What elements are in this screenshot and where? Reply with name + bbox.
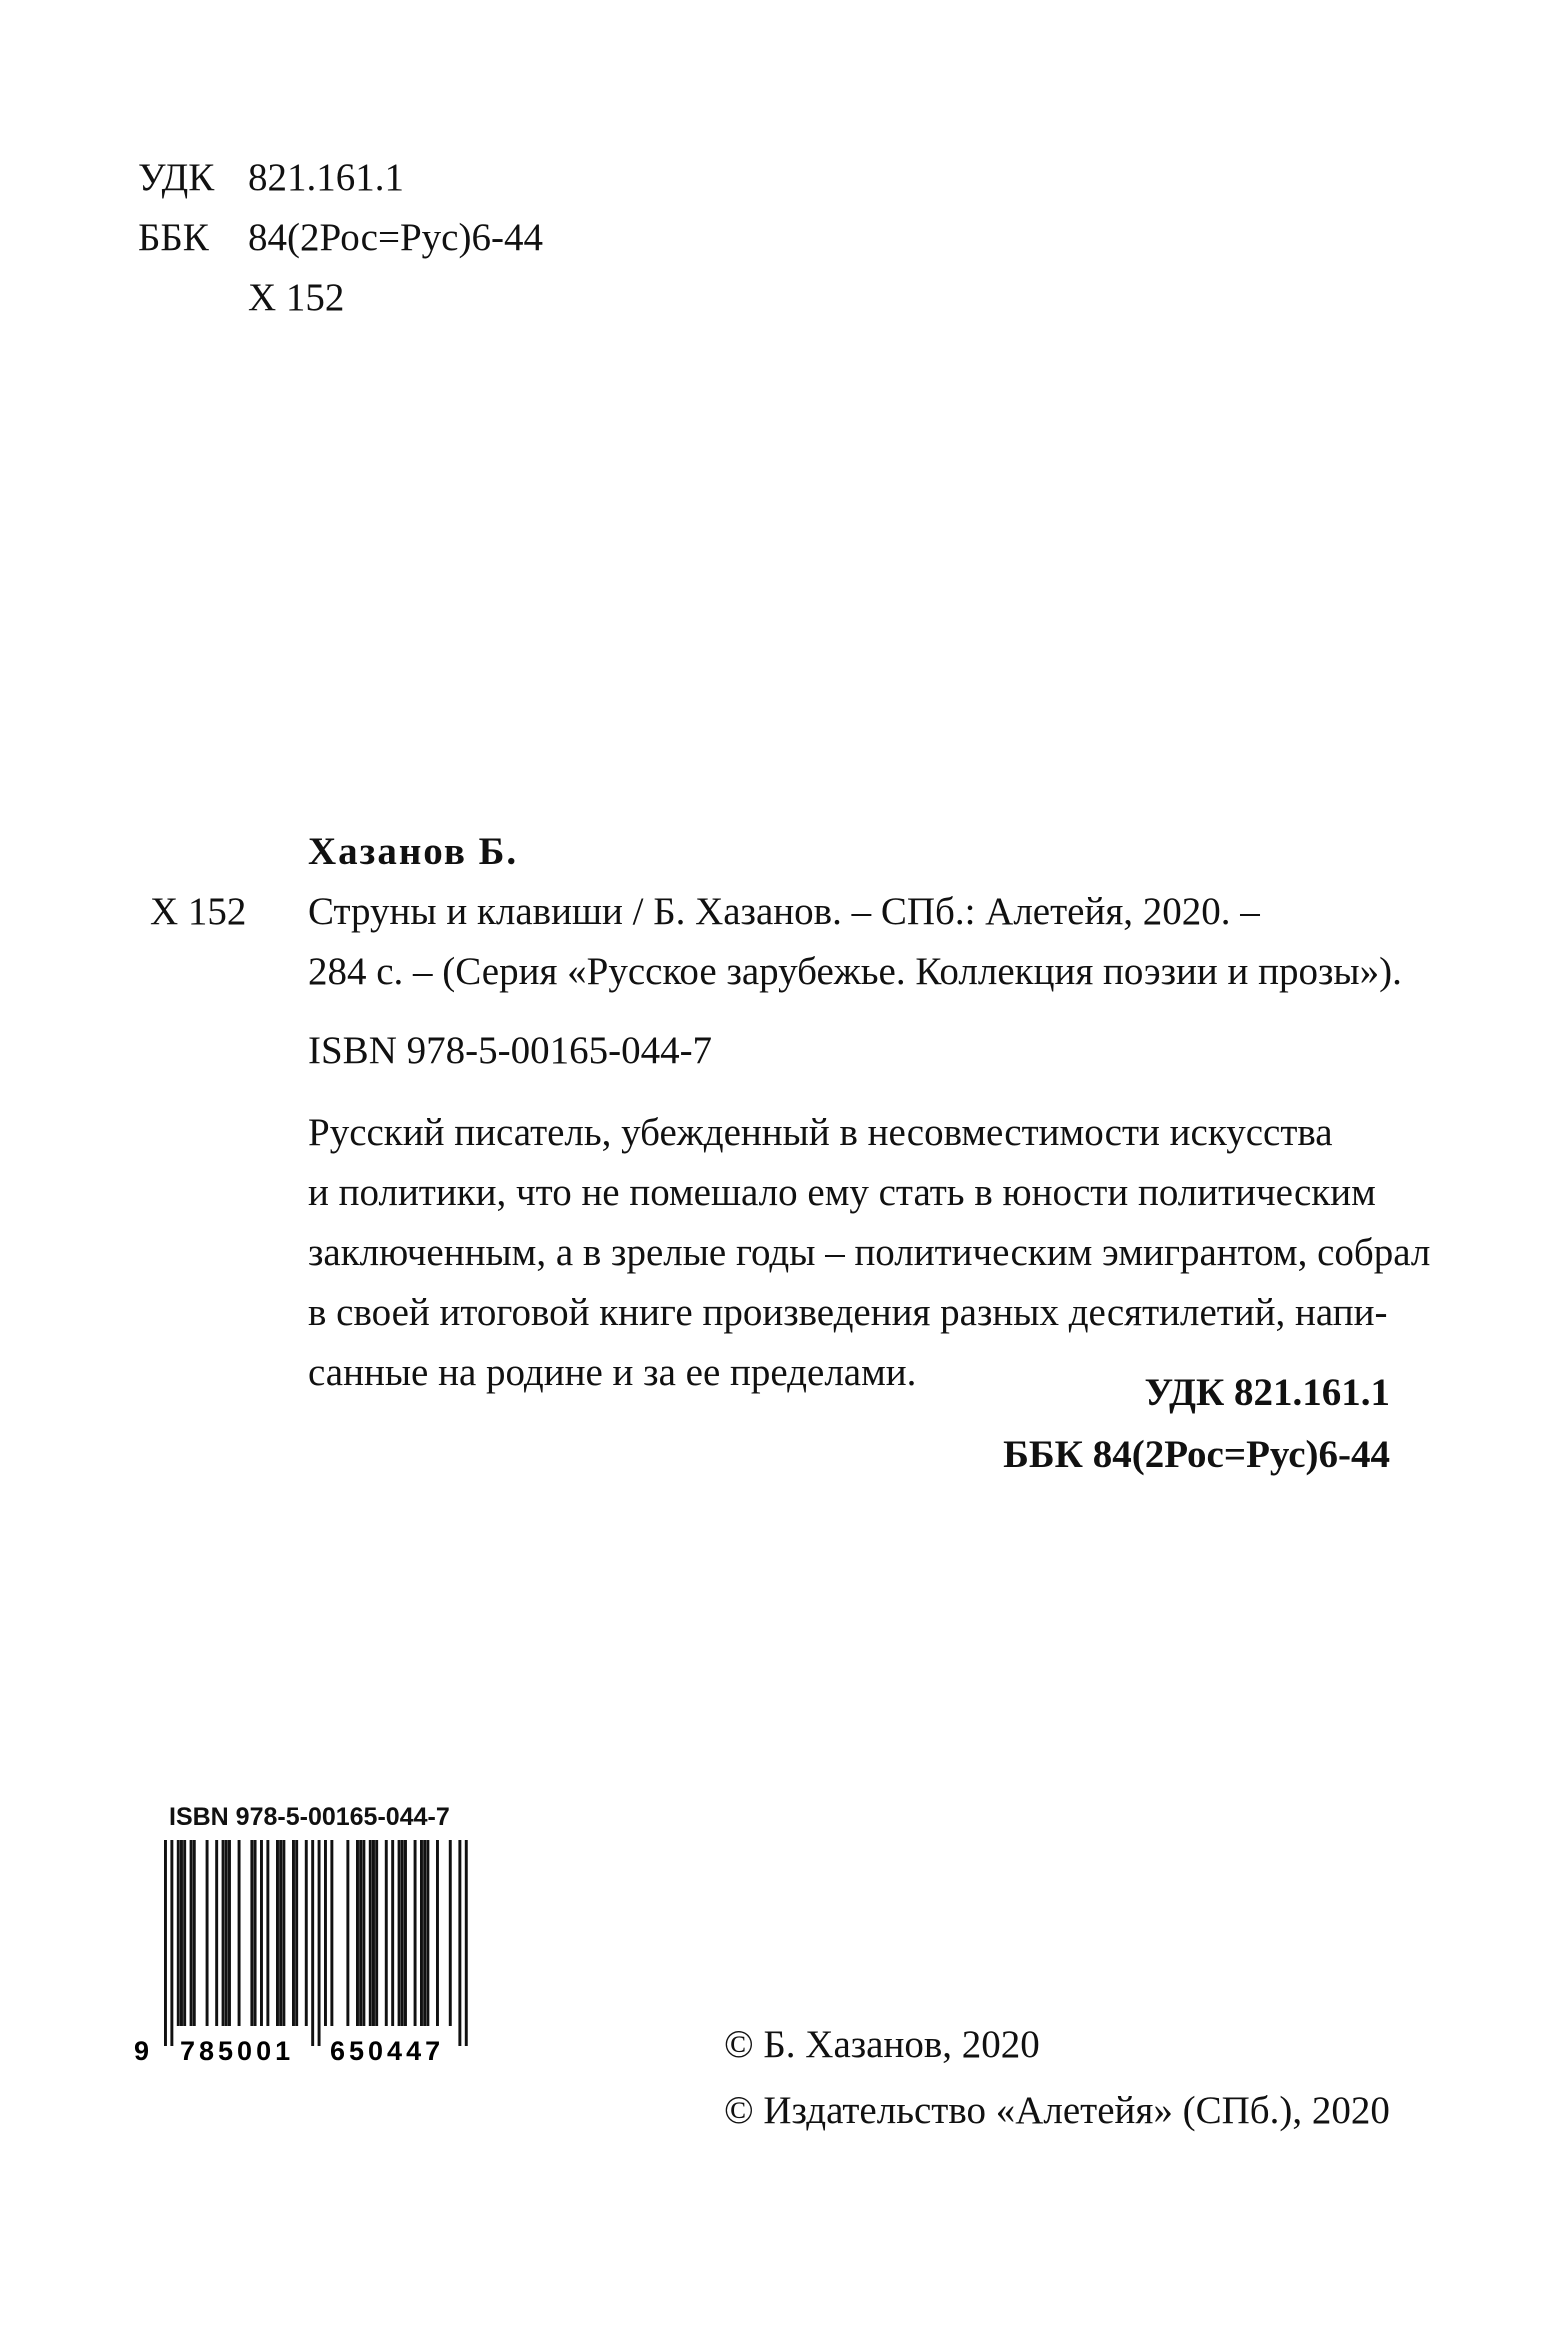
barcode-bar [356,1840,359,2026]
call-number-top: Х 152 [248,276,345,319]
barcode-bar [449,1840,452,2026]
annotation-line: и политики, что не помешало ему стать в юности политическим [308,1171,1376,1214]
udk-label: УДК [138,156,215,199]
barcode-bar [414,1840,417,2026]
barcode-bar [423,1840,426,2026]
classification-header [138,148,543,328]
author-heading: Хазанов Б. [308,830,519,873]
barcode-bar [369,1840,372,2026]
barcode-bar [177,1840,180,2026]
barcode-bar [385,1840,388,2026]
barcode-bar [401,1840,404,2026]
copyright-block [724,2012,1390,2144]
barcode-bar [225,1840,228,2026]
classification-footer [1003,1362,1390,1486]
author-call-number-top [138,268,543,328]
author-copyright: © Б. Хазанов, 2020 [724,2023,1040,2066]
barcode-bar [372,1840,375,2026]
barcode-bar [436,1840,439,2026]
barcode-bar [276,1840,279,2026]
barcode-bar [215,1840,218,2026]
bibliographic-line: 284 с. – (Серия «Русское зарубежье. Коллекция поэзии и прозы»). [308,950,1402,993]
annotation-line: санные на родине и за ее пределами. [308,1351,917,1394]
barcode-guard-bar [164,1840,167,2046]
udk-code: 821.161.1 [248,156,404,199]
call-number: Х 152 [150,890,247,933]
annotation-line: заключенным, а в зрелые годы – политическим эмигрантом, собрал [308,1231,1431,1274]
barcode-bar [183,1840,186,2026]
book-annotation [308,1103,1431,1403]
barcode-bars [164,1840,468,2046]
title-description [150,882,1402,1002]
barcode-bar [190,1840,193,2026]
barcode-bar [398,1840,401,2026]
barcode-isbn-label: ISBN 978-5-00165-044-7 [169,1803,450,1831]
barcode-guard-bar [465,1840,468,2046]
barcode-bar [375,1840,378,2026]
udk-bold-code: УДК 821.161.1 [1144,1371,1390,1414]
barcode-bar [206,1840,209,2026]
barcode-image [134,1836,506,2075]
barcode-guard-bar [318,1840,321,2046]
barcode-bar [420,1840,423,2026]
udk-row [138,148,543,208]
barcode-bar [295,1840,298,2026]
barcode-bar [266,1840,269,2026]
barcode-bar [391,1840,394,2026]
barcode-bar [324,1840,327,2026]
bbk-code: 84(2Рос=Рус)6-44 [248,216,543,259]
barcode-bar [250,1840,253,2026]
annotation-line: Русский писатель, убежденный в несовместимости искусства [308,1111,1333,1154]
bibliographic-record [150,822,1431,1403]
barcode-guard-bar [311,1840,314,2046]
bbk-row [138,208,543,268]
barcode-bar [362,1840,365,2026]
barcode-first-digit: 9 [134,2036,150,2066]
barcode-bar [228,1840,231,2026]
barcode-bar [305,1840,308,2026]
barcode-bar [346,1840,349,2026]
barcode-bar [180,1840,183,2026]
barcode-bar [260,1840,263,2026]
barcode-bar [404,1840,407,2026]
publisher-copyright: © Издательство «Алетейя» (СПб.), 2020 [724,2089,1390,2132]
barcode-bar [279,1840,282,2026]
barcode-left-digits: 785001 [180,2036,295,2066]
barcode-bar [426,1840,429,2026]
barcode-bar [193,1840,196,2026]
barcode-guard-bar [458,1840,461,2046]
barcode-guard-bar [170,1840,173,2046]
bbk-label: ББК [138,216,209,259]
barcode-bar [282,1840,285,2026]
barcode-bar [292,1840,295,2026]
annotation-line: в своей итоговой книге произведения разных десятилетий, напи- [308,1291,1388,1334]
barcode-bar [359,1840,362,2026]
isbn: ISBN 978-5-00165-044-7 [308,1029,713,1072]
isbn-barcode [134,1802,506,2075]
barcode-bar [222,1840,225,2026]
barcode-right-digits: 650447 [330,2036,445,2066]
barcode-bar [254,1840,257,2026]
bibliographic-line: Струны и клавиши / Б. Хазанов. – СПб.: Алетейя, 2020. – [308,890,1260,933]
barcode-bar [330,1840,333,2026]
bibliographic-description [308,882,1402,1002]
bbk-bold-code: ББК 84(2Рос=Рус)6-44 [1003,1433,1390,1476]
barcode-bar [238,1840,241,2026]
